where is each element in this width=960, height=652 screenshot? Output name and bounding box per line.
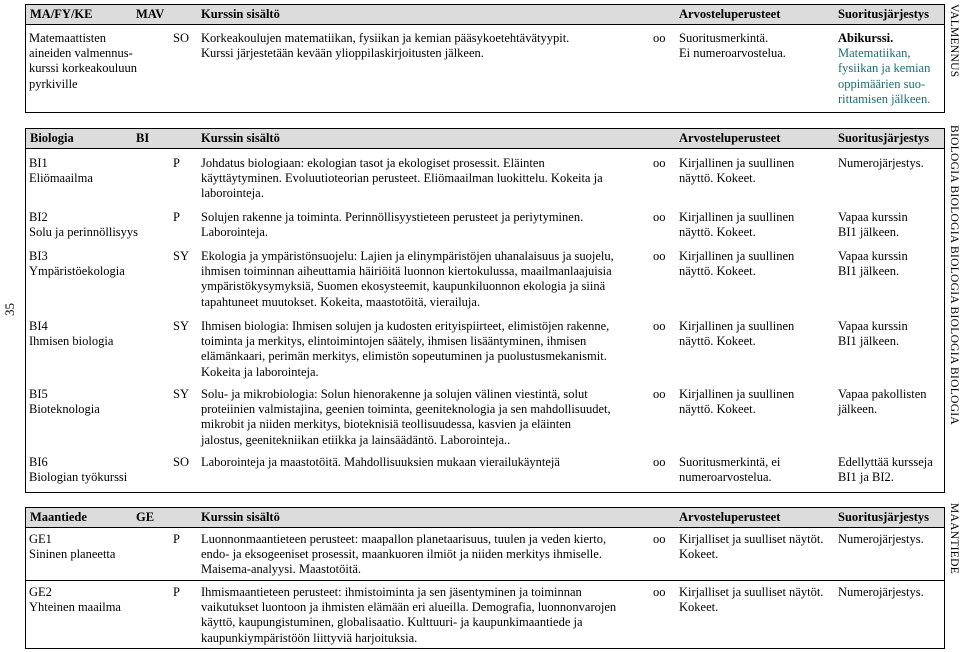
oo-marker: oo [653, 249, 666, 263]
completion-order: Vapaa kurssin BI1 jälkeen. [838, 319, 908, 349]
course-type: P [173, 532, 180, 546]
course-content: Luonnonmaantieteen perusteet: maapallon planetaarisuus, tuulen ja veden kierto, endo- ja eksogeeniset prosessit, maankuoren ilmiöt ja niiden merkitys ihmiselle. Maisema-analyysi. Maastotöitä. [201, 532, 607, 577]
side-tab-valmennus: VALMENNUS [948, 4, 960, 78]
oo-marker: oo [653, 210, 666, 224]
grading: Kirjallinen ja suullinen näyttö. Kokeet. [679, 156, 795, 186]
course-content: Korkeakoulujen matematiikan, fysiikan ja kemian pääsykoetehtävätyypit. Kurssi järjestetään kevään ylioppilaskirjoitusten jälkeen. [201, 31, 570, 61]
grading: Kirjallinen ja suullinen näyttö. Kokeet. [679, 319, 795, 349]
grading: Kirjallinen ja suullinen näyttö. Kokeet. [679, 249, 795, 279]
header-grading: Arvosteluperusteet [679, 510, 781, 524]
grading: Kirjallinen ja suullinen näyttö. Kokeet. [679, 387, 795, 417]
course-code-title: BI5 Bioteknologia [29, 387, 100, 417]
course-content: Ekologia ja ympäristönsuojelu: Lajien ja elinympäristöjen uhanalaisuus ja suojelu, ihmisen toiminnan aiheuttamia häiriöitä luonnon kiertokulussa, maailmanlaajuisia ympäristökysymyksiä, Suomen ekosysteemit, kaupunkiluonnon ekologia ja siinä tapahtuneet muutokset. Kokeita, maastotöitä, vierailuja. [201, 249, 614, 309]
row-divider [26, 580, 944, 581]
course-code-title: GE2 Yhteinen maailma [29, 585, 121, 615]
completion-order: Vapaa pakollisten jälkeen. [838, 387, 927, 417]
completion-order: Edellyttää kursseja BI1 ja BI2. [838, 455, 933, 485]
course-code-title: BI2 Solu ja perinnöllisyys [29, 210, 139, 240]
course-type: SO [173, 455, 189, 469]
course-type: SO [173, 31, 189, 45]
header-grading: Arvosteluperusteet [679, 7, 781, 21]
mav-table [25, 4, 945, 113]
course-name: Matemaattisten aineiden valmennus- kurssi korkeakouluun pyrkiville [29, 31, 137, 91]
course-type: SY [173, 249, 189, 263]
course-content: Solujen rakenne ja toiminta. Perinnöllisyystieteen perusteet ja periytyminen. Laborointeja. [201, 210, 584, 240]
mav-header [26, 5, 944, 25]
completion-order: Abikurssi. Matematiikan, fysiikan ja kemian oppimäärien suo- rittamisen jälkeen. [838, 31, 931, 106]
biology-header [26, 129, 944, 149]
header-content: Kurssin sisältö [201, 510, 280, 524]
course-code-title: GE1 Sininen planeetta [29, 532, 116, 562]
geography-header [26, 508, 944, 528]
page-number: 35 [2, 303, 17, 316]
course-content: Laborointeja ja maastotöitä. Mahdollisuuksien mukaan vierailukäyntejä [201, 455, 560, 469]
course-content: Solu- ja mikrobiologia: Solun hienorakenne ja solujen välinen viestintä, solut proteiinien valmistajina, geenien toiminta, geeniteknologia ja sen mahdollisuudet, mikrobit ja niiden merkitys, bioteknisiä teollisuudessa, kasvien ja eläinten jalostus, geenitekniikan etiikka ja lainsäädäntö. Laborointeja.. [201, 387, 611, 447]
completion-order: Vapaa kurssin BI1 jälkeen. [838, 210, 908, 240]
completion-order: Numerojärjestys. [838, 585, 924, 599]
oo-marker: oo [653, 455, 666, 469]
header-code: MAV [136, 7, 165, 21]
course-content: Ihmismaantieteen perusteet: ihmistoiminta ja sen jäsentyminen ja toiminnan vaikutukset luontoon ja ihmisten elämään eri alueilla. Demografia, luonnonvarojen käyttö, kaupungistuminen, globalisaatio. Kulttuuri- ja kaupunkimaantiede ja kaupunkiympäristöön liittyviä harjoituksia. [201, 585, 617, 645]
course-type: P [173, 156, 180, 170]
header-content: Kurssin sisältö [201, 131, 280, 145]
geography-table [25, 507, 945, 649]
side-tab-biologia: BIOLOGIA BIOLOGIA BIOLOGIA BIOLOGIA BIOLOGIA [948, 125, 960, 426]
grading: Suoritusmerkintä, ei numeroarvostelua. [679, 455, 781, 485]
header-code: GE [136, 510, 155, 524]
course-code-title: BI1 Eliömaailma [29, 156, 93, 186]
course-type: SY [173, 319, 189, 333]
header-grading: Arvosteluperusteet [679, 131, 781, 145]
course-type: P [173, 585, 180, 599]
oo-marker: oo [653, 319, 666, 333]
course-code-title: BI4 Ihmisen biologia [29, 319, 114, 349]
grading: Suoritusmerkintä. Ei numeroarvostelua. [679, 31, 786, 61]
completion-order: Vapaa kurssin BI1 jälkeen. [838, 249, 908, 279]
header-subject: Maantiede [30, 510, 87, 524]
biology-table [25, 128, 945, 493]
header-order: Suoritusjärjestys [838, 7, 929, 21]
course-code-title: BI6 Biologian työkurssi [29, 455, 128, 485]
header-subject: Biologia [30, 131, 74, 145]
course-content: Ihmisen biologia: Ihmisen solujen ja kudosten erityispiirteet, elimistöjen rakenne, toiminta ja merkitys, elintoimintojen säätely, ihmisen lisääntyminen, ihmisen elämänkaari, perimän merkitys, elimistön sopeutuminen ja puolustusmekanismit. Kokeita ja laborointeja. [201, 319, 610, 379]
completion-order: Numerojärjestys. [838, 156, 924, 170]
header-order: Suoritusjärjestys [838, 510, 929, 524]
oo-marker: oo [653, 31, 666, 45]
grading: Kirjalliset ja suulliset näytöt. Kokeet. [679, 532, 824, 562]
header-order: Suoritusjärjestys [838, 131, 929, 145]
oo-marker: oo [653, 532, 666, 546]
header-content: Kurssin sisältö [201, 7, 280, 21]
course-type: SY [173, 387, 189, 401]
oo-marker: oo [653, 156, 666, 170]
header-subject: MA/FY/KE [30, 7, 93, 21]
course-content: Johdatus biologiaan: ekologian tasot ja ekologiset prosessit. Eläinten käyttäytyminen. Evoluutioteorian perusteet. Eliömaailman luokittelu. Kokeita ja laborointeja. [201, 156, 603, 201]
side-tab-maantiede: MAANTIEDE [948, 503, 960, 575]
grading: Kirjalliset ja suulliset näytöt. Kokeet. [679, 585, 824, 615]
oo-marker: oo [653, 387, 666, 401]
grading: Kirjallinen ja suullinen näyttö. Kokeet. [679, 210, 795, 240]
completion-order: Numerojärjestys. [838, 532, 924, 546]
course-code-title: BI3 Ympäristöekologia [29, 249, 125, 279]
oo-marker: oo [653, 585, 666, 599]
course-type: P [173, 210, 180, 224]
header-code: BI [136, 131, 150, 145]
